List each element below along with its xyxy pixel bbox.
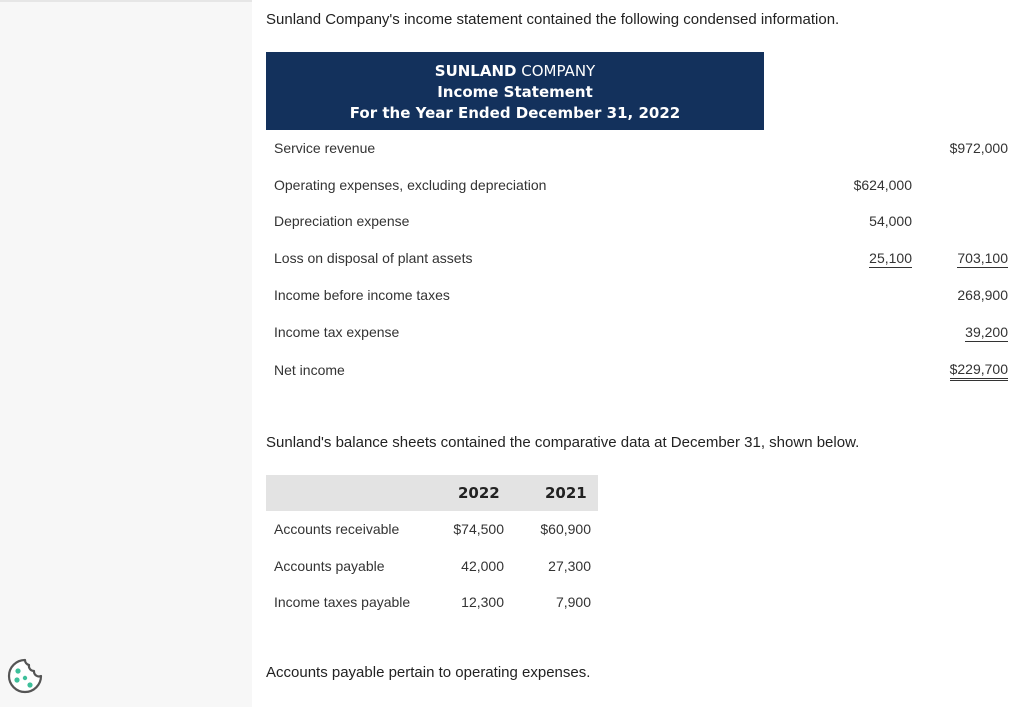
value-income-tax-expense bbox=[938, 324, 1008, 340]
balance-ap-2021: 27,300 bbox=[548, 558, 591, 574]
balance-ar-2022: $74,500 bbox=[453, 521, 504, 537]
row-label-income-before-taxes: Income before income taxes bbox=[274, 287, 450, 303]
row-label-service-revenue: Service revenue bbox=[274, 140, 376, 156]
value-total-expenses bbox=[938, 250, 1008, 266]
year-header-2022: 2022 bbox=[458, 484, 500, 502]
row-label-operating-expenses: Operating expenses, excluding depreciation bbox=[274, 177, 547, 193]
income-statement-header bbox=[266, 52, 764, 130]
balance-label-accounts-receivable: Accounts receivable bbox=[274, 521, 400, 537]
company-name-bold: SUNLAND bbox=[434, 62, 517, 80]
value-operating-expenses: $624,000 bbox=[853, 177, 912, 193]
row-label-net-income: Net income bbox=[274, 362, 345, 378]
balance-ar-2021: $60,900 bbox=[540, 521, 591, 537]
value-total-expenses-text: 703,100 bbox=[957, 250, 1008, 266]
balance-label-income-taxes-payable: Income taxes payable bbox=[274, 594, 411, 610]
balance-itp-2021: 7,900 bbox=[555, 594, 591, 610]
value-net-income-text: $229,700 bbox=[950, 361, 1008, 381]
value-depreciation-expense: 54,000 bbox=[869, 213, 912, 229]
question-content bbox=[252, 0, 1024, 707]
balance-intro-text: Sunland's balance sheets contained the comparative data at December 31, shown below. bbox=[266, 434, 860, 451]
value-service-revenue: $972,000 bbox=[949, 140, 1008, 156]
row-label-income-tax-expense: Income tax expense bbox=[274, 324, 400, 340]
balance-itp-2022: 12,300 bbox=[461, 594, 504, 610]
statement-period: For the Year Ended December 31, 2022 bbox=[349, 104, 681, 122]
row-label-depreciation-expense: Depreciation expense bbox=[274, 213, 410, 229]
balance-ap-2022: 42,000 bbox=[461, 558, 504, 574]
company-name bbox=[266, 62, 764, 80]
value-income-tax-expense-text: 39,200 bbox=[965, 324, 1008, 340]
value-loss-on-disposal-text: 25,100 bbox=[869, 250, 912, 266]
cookie-icon[interactable] bbox=[6, 657, 44, 695]
intro-text: Sunland Company's income statement contained the following condensed information. bbox=[266, 11, 840, 28]
value-loss-on-disposal bbox=[842, 250, 912, 266]
row-label-loss-on-disposal: Loss on disposal of plant assets bbox=[274, 250, 473, 266]
value-net-income bbox=[938, 361, 1008, 377]
balance-label-accounts-payable: Accounts payable bbox=[274, 558, 385, 574]
footer-note: Accounts payable pertain to operating expenses. bbox=[266, 664, 591, 681]
value-income-before-taxes: 268,900 bbox=[957, 287, 1008, 303]
statement-title: Income Statement bbox=[437, 83, 593, 101]
balance-table-header bbox=[266, 475, 598, 511]
company-name-rest: COMPANY bbox=[516, 62, 596, 80]
year-header-2021: 2021 bbox=[545, 484, 587, 502]
